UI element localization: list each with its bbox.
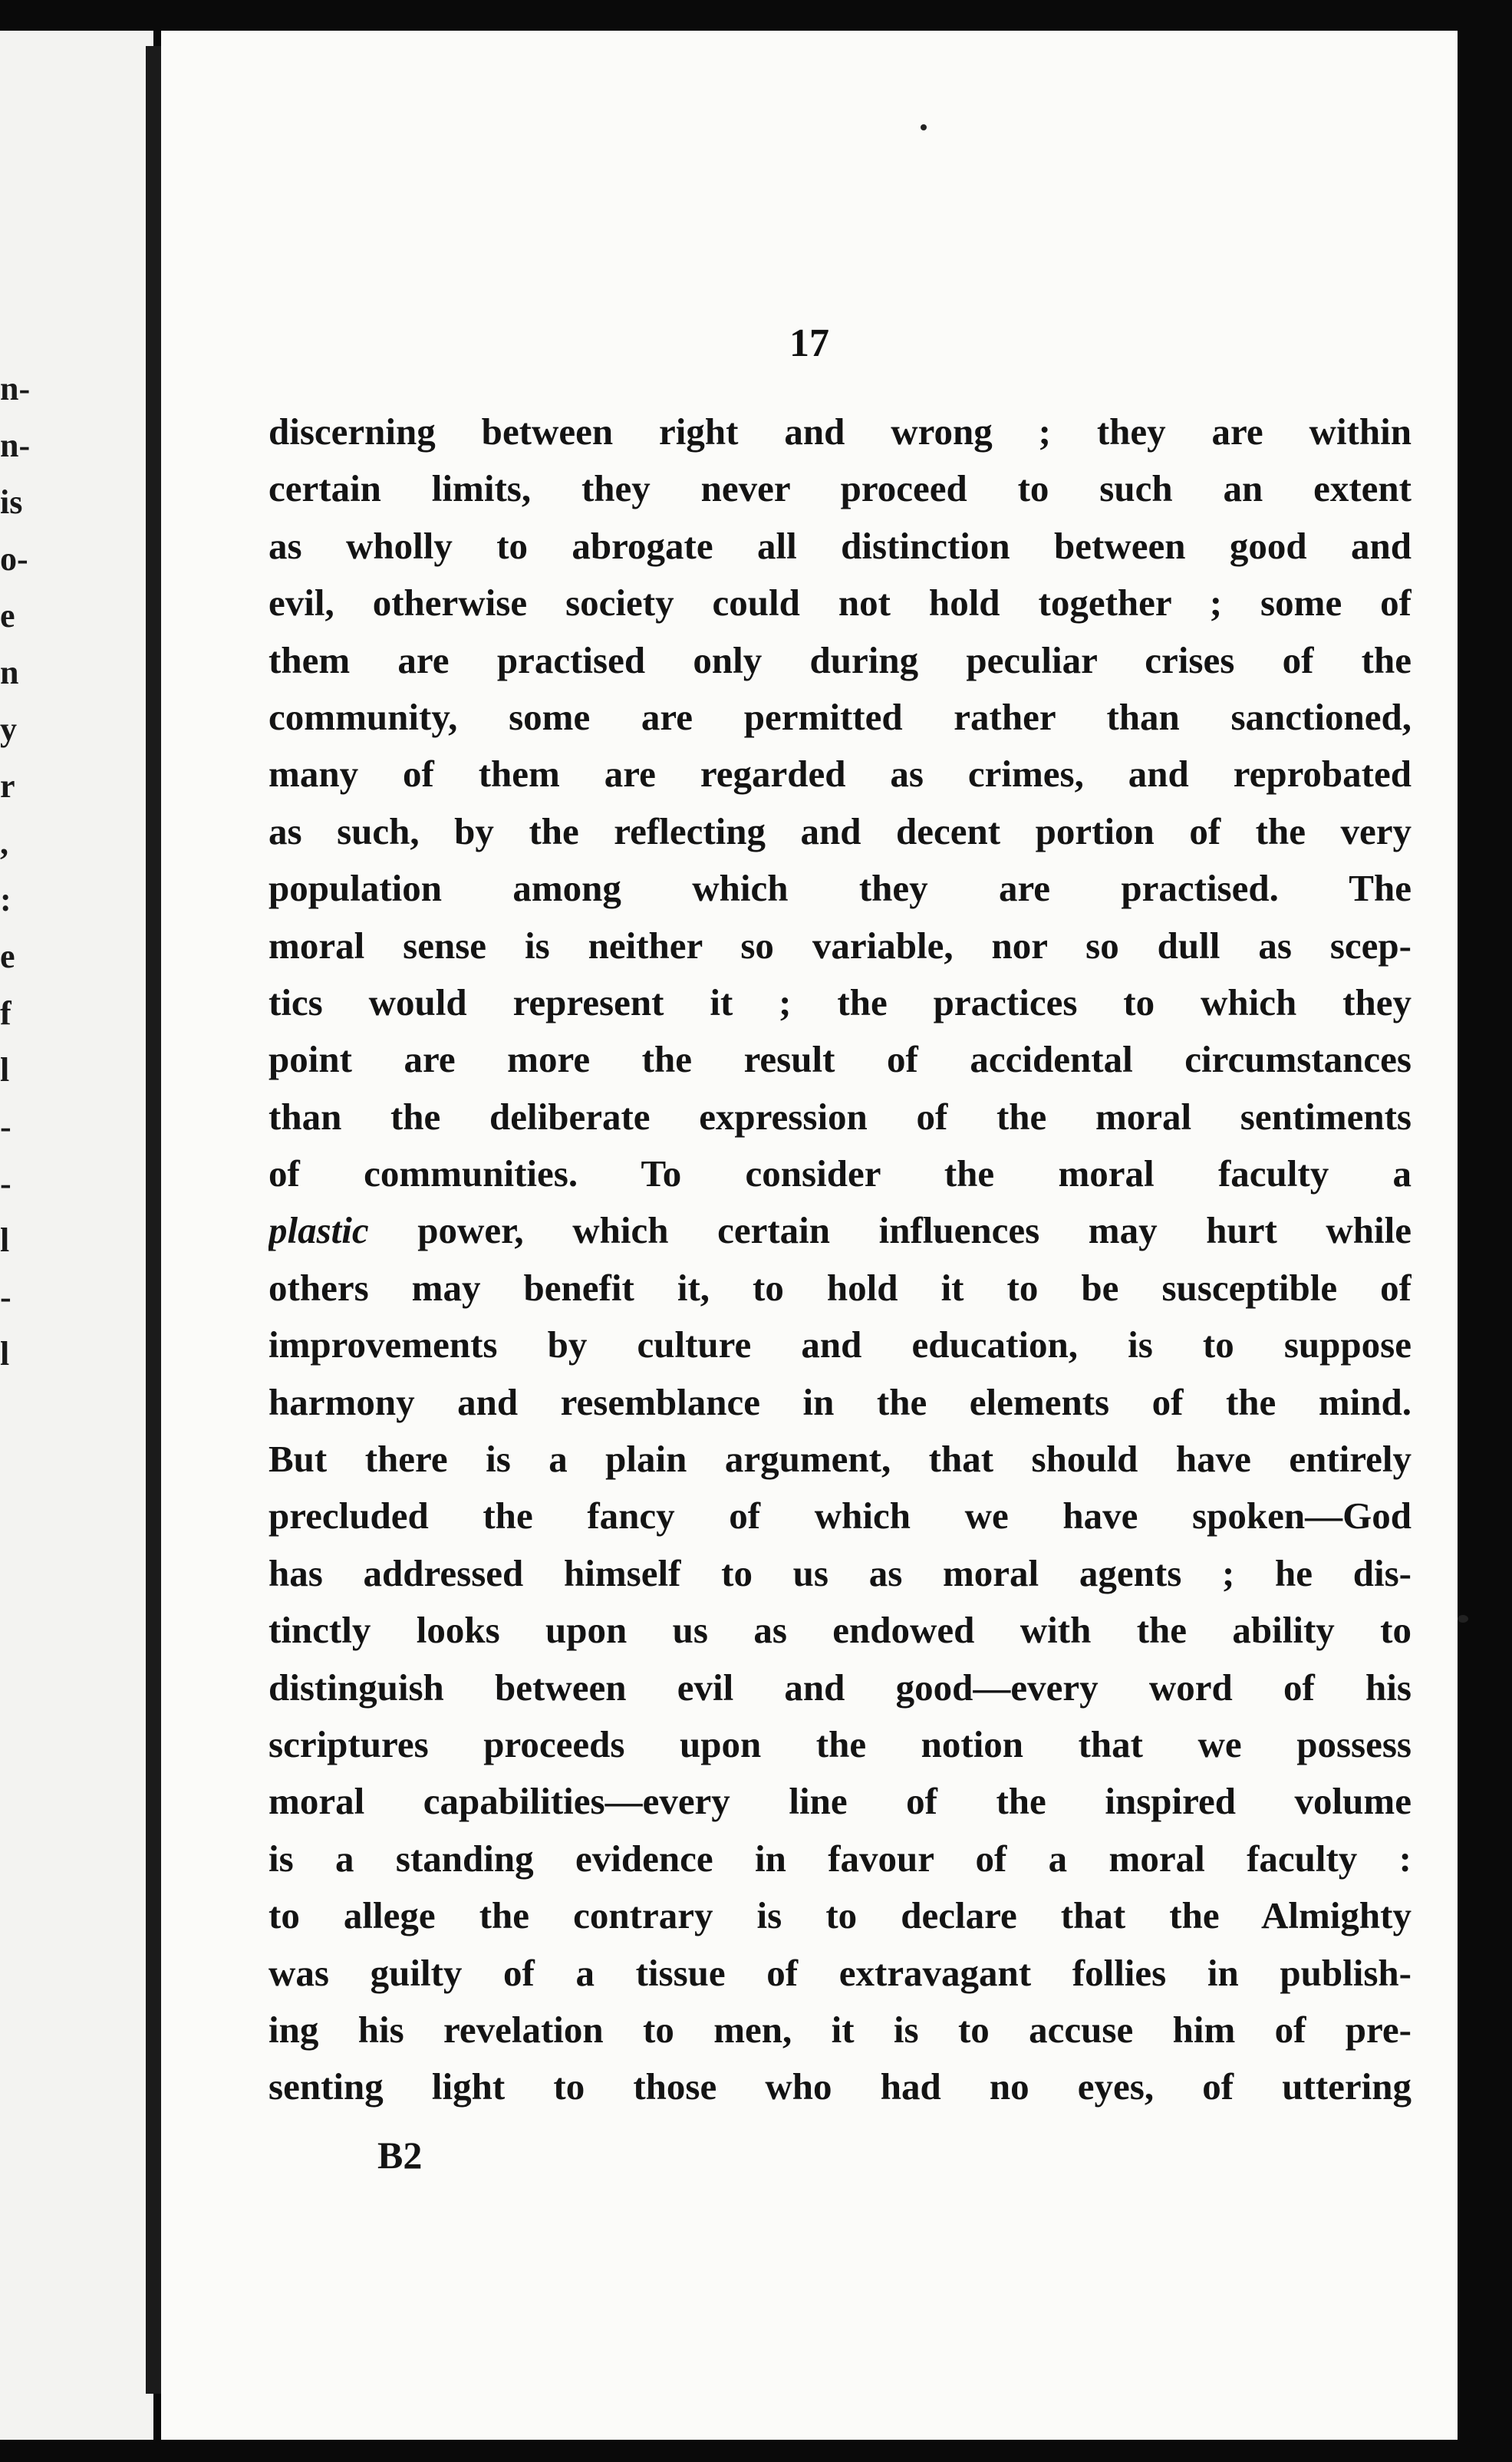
text-line: to allege the contrary is to declare that the Almighty xyxy=(268,1894,1412,1937)
text-line: ing his revelation to men, it is to accuse him of pre- xyxy=(268,2008,1412,2051)
fragment: - xyxy=(0,1108,12,1145)
fragment: y xyxy=(0,710,17,748)
fragment: o- xyxy=(0,540,28,578)
fragment: f xyxy=(0,994,12,1032)
text-line: many of them are regarded as crimes, and reprobated xyxy=(268,753,1412,796)
fragment: l xyxy=(0,1335,10,1373)
text-line: tinctly looks upon us as endowed with the ability to xyxy=(268,1609,1412,1652)
text-line: moral capabilities—every line of the inspired volume xyxy=(268,1780,1412,1823)
text-line: has addressed himself to us as moral agents ; he dis- xyxy=(268,1551,1412,1594)
text-line: precluded the fancy of which we have spoken—God xyxy=(268,1495,1412,1538)
text-line: tics would represent it ; the practices to which they xyxy=(268,981,1412,1023)
text-line: population among which they are practised. The xyxy=(268,867,1412,910)
fragment: r xyxy=(0,767,15,805)
book-page xyxy=(161,31,1458,2440)
fragment: n- xyxy=(0,427,31,464)
body-text xyxy=(268,404,1412,2116)
text-line: evil, otherwise society could not hold together ; some of xyxy=(268,582,1412,625)
text-line: others may benefit it, to hold it to be susceptible of xyxy=(268,1266,1412,1309)
signature-mark: B2 xyxy=(377,2134,423,2177)
text-line: But there is a plain argument, that should have entirely xyxy=(268,1438,1412,1481)
fragment: l xyxy=(0,1051,10,1089)
fragment: - xyxy=(0,1165,12,1202)
fragment: e xyxy=(0,938,15,975)
text-line: of communities. To consider the moral faculty a xyxy=(268,1152,1412,1195)
text-line: plastic power, which certain influences may hurt while xyxy=(268,1209,1412,1252)
text-line: senting light to those who had no eyes, of uttering xyxy=(268,2065,1412,2108)
text-line: distinguish between evil and good—every word of his xyxy=(268,1666,1412,1709)
fragment: is xyxy=(0,483,23,521)
text-line: than the deliberate expression of the moral sentiments xyxy=(268,1095,1412,1138)
binding-gutter xyxy=(146,46,163,2394)
fragment: n xyxy=(0,654,19,691)
text-line: as wholly to abrogate all distinction between good and xyxy=(268,524,1412,567)
fragment: : xyxy=(0,881,12,918)
ink-speck xyxy=(921,124,927,130)
text-line: them are practised only during peculiar crises of the xyxy=(268,638,1412,681)
fragment: n- xyxy=(0,370,31,407)
fragment: , xyxy=(0,824,8,862)
text-line: was guilty of a tissue of extravagant follies in publish- xyxy=(268,1951,1412,1994)
text-line: certain limits, they never proceed to such an extent xyxy=(268,467,1412,510)
fragment: - xyxy=(0,1278,12,1316)
page-number: 17 xyxy=(789,321,829,365)
text-line: point are more the result of accidental circumstances xyxy=(268,1038,1412,1081)
text-line: scriptures proceeds upon the notion that we possess xyxy=(268,1722,1412,1765)
text-line: moral sense is neither so variable, nor so dull as scep- xyxy=(268,924,1412,967)
fragment: l xyxy=(0,1221,10,1259)
text-line: improvements by culture and education, is to suppose xyxy=(268,1323,1412,1366)
text-line: community, some are permitted rather than sanctioned, xyxy=(268,695,1412,738)
fragment: e xyxy=(0,597,15,634)
previous-page-fragments xyxy=(0,361,46,1383)
text-line: discerning between right and wrong ; they are within xyxy=(268,410,1412,453)
text-line: harmony and resemblance in the elements of the mind. xyxy=(268,1380,1412,1423)
text-line: is a standing evidence in favour of a moral faculty : xyxy=(268,1837,1412,1880)
text-line: as such, by the reflecting and decent portion of the very xyxy=(268,809,1412,852)
ink-speck xyxy=(1458,1615,1468,1623)
